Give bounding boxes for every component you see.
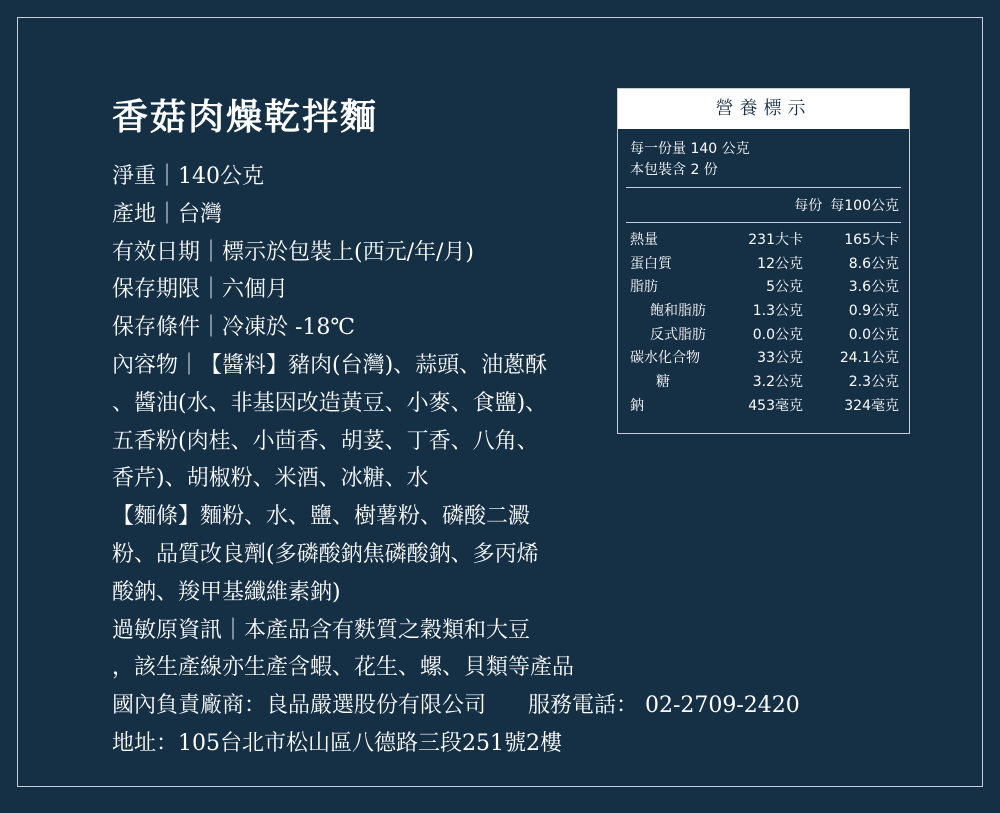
nutrient-per-100g: 0.0公克 [848, 326, 899, 343]
nutrition-row [630, 253, 899, 277]
info-noodles-1: 【麵條】麵粉、水、鹽、樹薯粉、磷酸二澱 [112, 504, 531, 530]
info-noodles-2: 粉、品質改良劑(多磷酸鈉焦磷酸鈉、多丙烯 [112, 541, 539, 567]
info-ingredients-4: 香芹)、胡椒粉、米酒、冰糖、水 [112, 466, 429, 492]
info-allergen-2: ，該生產線亦生產含蝦、花生、螺、貝類等產品 [112, 655, 575, 681]
info-ingredients-2: 、醬油(水、非基因改造黃豆、小麥、食鹽)、 [112, 390, 548, 416]
nutrient-per-serving: 5公克 [766, 279, 803, 296]
info-manufacturer: 國內負責廠商：良品嚴選股份有限公司 服務電話： 02-2709-2420 [112, 693, 800, 719]
nutrient-per-serving: 0.0公克 [752, 326, 803, 343]
nutrition-row [630, 229, 899, 253]
info-allergen-1: 過敏原資訊｜本產品含有麩質之穀類和大豆 [112, 617, 531, 643]
col-per-100g: 每100公克 [830, 198, 899, 214]
nutrient-per-serving: 3.2公克 [752, 374, 803, 391]
nutrient-per-100g: 8.6公克 [848, 255, 899, 272]
nutrition-row [630, 276, 899, 300]
info-net-weight: 淨重｜140公克 [112, 164, 264, 189]
info-expiry: 有效日期｜標示於包裝上(西元/年/月) [112, 239, 474, 265]
info-noodles-3: 酸鈉、羧甲基纖維素鈉) [112, 579, 341, 605]
nutrition-row [630, 371, 899, 395]
nutrition-row [630, 395, 899, 419]
nutrient-per-serving: 231大卡 [748, 232, 803, 248]
nutrient-name: 糖 [656, 374, 670, 391]
nutrient-per-100g: 165大卡 [844, 232, 899, 248]
nutrient-per-100g: 24.1公克 [839, 350, 899, 367]
nutrient-per-100g: 324毫克 [844, 397, 899, 414]
nutrition-rows [618, 223, 909, 419]
product-title: 香菇肉燥乾拌麵 [112, 96, 379, 138]
nutrient-per-100g: 2.3公克 [848, 374, 899, 391]
servings-per-package: 本包裝含 2 份 [630, 162, 718, 178]
info-address: 地址：105台北市松山區八德路三段251號2樓 [112, 730, 562, 756]
info-storage: 保存條件｜冷凍於 -18℃ [112, 315, 356, 341]
info-origin: 產地｜台灣 [112, 201, 223, 227]
nutrient-name: 熱量 [630, 232, 658, 248]
col-per-serving: 每份 [794, 198, 823, 214]
nutrient-name: 蛋白質 [630, 255, 672, 272]
nutrient-name: 飽和脂肪 [650, 303, 706, 320]
nutrition-panel [617, 88, 910, 434]
nutrition-row [630, 347, 899, 371]
nutrition-row [630, 324, 899, 348]
nutrient-name: 鈉 [630, 397, 644, 414]
nutrition-title: 營養標示 [618, 89, 909, 129]
nutrition-row [630, 300, 899, 324]
nutrient-per-100g: 0.9公克 [848, 303, 899, 320]
nutrient-per-100g: 3.6公克 [848, 279, 899, 296]
nutrient-per-serving: 12公克 [757, 255, 803, 272]
nutrient-per-serving: 1.3公克 [752, 303, 803, 320]
info-shelf-life: 保存期限｜六個月 [112, 277, 289, 303]
serving-size: 每一份量 140 公克 [630, 141, 750, 157]
nutrient-name: 碳水化合物 [630, 350, 700, 367]
nutrient-per-serving: 33公克 [757, 350, 803, 367]
nutrient-per-serving: 453毫克 [748, 397, 803, 414]
nutrition-serving-info [618, 129, 909, 187]
info-ingredients-1: 內容物｜【醬料】豬肉(台灣)、蒜頭、油蔥酥 [112, 352, 548, 378]
nutrient-name: 脂肪 [630, 279, 658, 296]
nutrient-name: 反式脂肪 [650, 326, 706, 343]
nutrition-column-headers [618, 188, 909, 218]
info-ingredients-3: 五香粉(肉桂、小茴香、胡荽、丁香、八角、 [112, 428, 539, 454]
